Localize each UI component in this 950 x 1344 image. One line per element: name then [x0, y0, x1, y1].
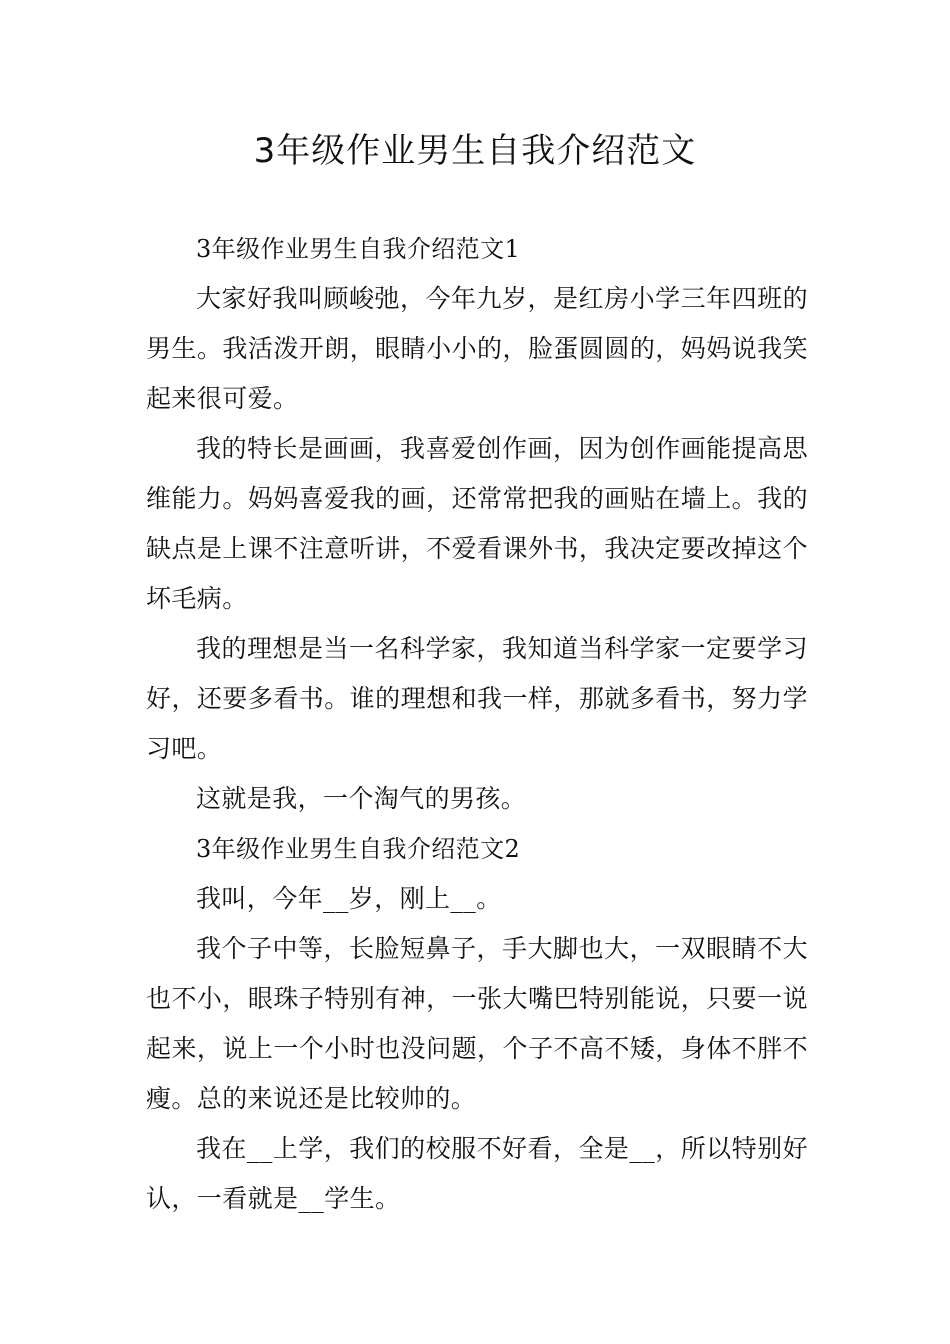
document-title: 3年级作业男生自我介绍范文	[253, 131, 697, 171]
document-body	[146, 224, 808, 1224]
paragraph: 大家好我叫顾峻弛，今年九岁，是红房小学三年四班的男生。我活泼开朗，眼睛小小的，脸蛋圆圆的，妈妈说我笑起来很可爱。	[146, 284, 808, 413]
paragraph: 我的特长是画画，我喜爱创作画，因为创作画能提高思维能力。妈妈喜爱我的画，还常常把我的画贴在墙上。我的缺点是上课不注意听讲，不爱看课外书，我决定要改掉这个坏毛病。	[146, 434, 808, 613]
section-heading-2: 3年级作业男生自我介绍范文2	[196, 835, 521, 863]
section-heading-1: 3年级作业男生自我介绍范文1	[196, 235, 521, 263]
paragraph: 我个子中等，长脸短鼻子，手大脚也大，一双眼睛不大也不小，眼珠子特别有神，一张大嘴巴特别能说，只要一说起来，说上一个小时也没问题，个子不高不矮，身体不胖不瘦。总的来说还是比较帅的。	[146, 934, 808, 1113]
paragraph: 我的理想是当一名科学家，我知道当科学家一定要学习好，还要多看书。谁的理想和我一样，那就多看书，努力学习吧。	[146, 634, 808, 763]
paragraph: 我在__上学，我们的校服不好看，全是__，所以特别好认，一看就是__学生。	[146, 1134, 808, 1213]
paragraph: 我叫，今年__岁，刚上__。	[196, 884, 502, 913]
paragraph: 这就是我，一个淘气的男孩。	[196, 784, 527, 813]
